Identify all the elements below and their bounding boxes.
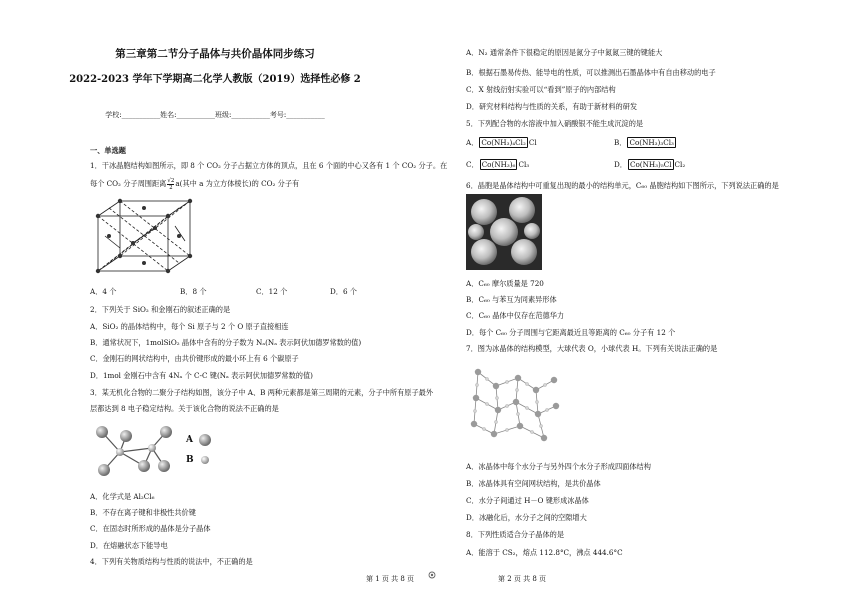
q4-stem: 4．下列有关物质结构与性质的说法中，不正确的是 — [90, 557, 253, 566]
q5-option-b — [614, 137, 677, 148]
q7-option-b: B．冰晶体具有空间网状结构，是共价晶体 — [466, 479, 601, 488]
dimer-molecule-figure — [92, 422, 222, 478]
q5-option-a — [466, 137, 537, 148]
q1-fraction-num: √2 — [167, 177, 175, 184]
q1-fraction-den: 2 — [169, 184, 173, 191]
dry-ice-unit-cell-figure — [90, 196, 200, 276]
q5-c-complex: Co(NH₃)₆ — [481, 160, 516, 169]
q8-option-a: A．能溶于 CS₂，熔点 112.8°C，沸点 444.6°C — [466, 548, 623, 557]
legend-label-b: B — [186, 455, 194, 465]
q3-stem-line2: 层都达到 8 电子稳定结构。关于该化合物的说法不正确的是 — [90, 404, 279, 413]
q5-c-counterion: Cl₃ — [518, 160, 530, 169]
q1-stem-line1: 1．干冰晶胞结构如图所示，即 8 个 CO₂ 分子占据立方体的顶点，且在 6 个面的中心又各有 1 个 CO₂ 分子。在 — [90, 161, 448, 170]
q2-option-d: D．1mol 金刚石中含有 4Nₐ 个 C-C 键(Nₐ 表示阿伏加德罗常数的值) — [90, 371, 313, 380]
section-title: 一、单选题 — [90, 146, 126, 155]
q5-b-label: B． — [614, 138, 627, 147]
q1-stem-part1: 每个 CO₂ 分子周围距离 — [90, 179, 167, 188]
ice-crystal-model-figure — [466, 358, 562, 454]
document-title: 第三章第二节分子晶体与共价晶体同步练习 — [115, 48, 315, 60]
q1-option-d: D．6 个 — [330, 287, 357, 296]
q4-option-b: B．根据石墨易传热、能导电的性质，可以推测出石墨晶体中有自由移动的电子 — [466, 68, 716, 77]
q3-option-a: A．化学式是 Al₂Cl₆ — [90, 492, 155, 501]
q5-a-counterion: Cl — [528, 138, 537, 147]
q6-option-a: A．C₆₀ 摩尔质量是 720 — [466, 279, 544, 288]
q6-option-d: D．每个 C₆₀ 分子周围与它距离最近且等距离的 C₆₀ 分子有 12 个 — [466, 328, 676, 337]
q2-option-b: B．通常状况下，1molSiO₂ 晶体中含有的分子数为 Nₐ(Nₐ 表示阿伏加德罗常数的值) — [90, 338, 362, 347]
q5-a-complex: Co(NH₃)₄Cl₂ — [481, 138, 526, 147]
q2-option-a: A．SiO₂ 的晶体结构中，每个 Si 原子与 2 个 O 原子直接相连 — [90, 322, 289, 331]
document-subtitle: 2022-2023 学年下学期高二化学人教版（2019）选择性必修 2 — [69, 74, 361, 85]
q5-stem: 5．下列配合物的水溶液中加入硝酸银不能生成沉淀的是 — [466, 119, 644, 128]
page-footer-right: 第 2 页 共 8 页 — [498, 575, 547, 583]
q3-stem-line1: 3．某无机化合物的二聚分子结构如图，该分子中 A、B 两种元素都是第三周期的元素，分子中所有原子最外 — [90, 388, 434, 397]
q5-d-counterion: Cl₂ — [674, 160, 686, 169]
q2-stem: 2．下列关于 SiO₂ 和金刚石的叙述正确的是 — [90, 305, 231, 314]
q7-option-a: A．冰晶体中每个水分子与另外四个水分子形成四面体结构 — [466, 462, 651, 471]
q2-option-c: C．金刚石的网状结构中，由共价键形成的最小环上有 6 个碳原子 — [90, 354, 299, 363]
q4-option-a: A．N₂ 通常条件下很稳定的原因是氮分子中氮氮三键的键能大 — [466, 48, 663, 57]
q1-stem-part2: a(其中 a 为立方体棱长)的 CO₂ 分子有 — [175, 179, 300, 188]
page-separator-icon — [428, 571, 436, 579]
q5-option-c — [466, 159, 529, 170]
q5-d-complex: Co(NH₃)₅Cl — [629, 160, 672, 169]
q3-option-d: D．在熔融状态下能导电 — [90, 541, 168, 550]
q1-fraction — [167, 178, 174, 191]
q4-option-d: D．研究材料结构与性质的关系，有助于新材料的研发 — [466, 102, 638, 111]
c60-unit-cell-image — [466, 194, 542, 270]
q5-c-label: C． — [466, 160, 479, 169]
q5-a-label: A． — [466, 138, 479, 147]
q8-stem: 8．下列性质适合分子晶体的是 — [466, 530, 565, 539]
q5-b-complex: Co(NH₃)₃Cl₃ — [629, 138, 674, 147]
legend-label-a: A — [186, 435, 193, 445]
q7-stem: 7．图为冰晶体的结构模型，大球代表 O，小球代表 H。下列有关说法正确的是 — [466, 344, 718, 353]
q1-option-c: C．12 个 — [256, 287, 288, 296]
q6-option-b: B．C₆₀ 与苯互为同素异形体 — [466, 295, 557, 304]
q5-d-label: D． — [614, 160, 627, 169]
q3-option-c: C．在固态时所形成的晶体是分子晶体 — [90, 524, 211, 533]
student-info-line: 学校:___________姓名:___________班级:___________考号:___________ — [105, 111, 325, 119]
q4-option-c: C．X 射线衍射实验可以“看到”原子的内部结构 — [466, 85, 616, 94]
q3-option-b: B．不存在离子键和非极性共价键 — [90, 508, 196, 517]
q7-option-c: C．水分子间通过 H－O 键形成冰晶体 — [466, 496, 589, 505]
q1-stem-line2 — [90, 177, 299, 191]
q6-option-c: C．C₆₀ 晶体中仅存在范德华力 — [466, 311, 565, 320]
q6-stem: 6．晶胞是晶体结构中可重复出现的最小的结构单元，C₆₀ 晶胞结构如下图所示，下列说法正确的是 — [466, 181, 779, 190]
q7-option-d: D．冰融化后，水分子之间的空隙增大 — [466, 513, 587, 522]
q5-option-d — [614, 159, 685, 170]
q1-option-b: B．8 个 — [180, 287, 207, 296]
page-footer-left: 第 1 页 共 8 页 — [366, 575, 415, 583]
q1-option-a: A．4 个 — [90, 287, 117, 296]
